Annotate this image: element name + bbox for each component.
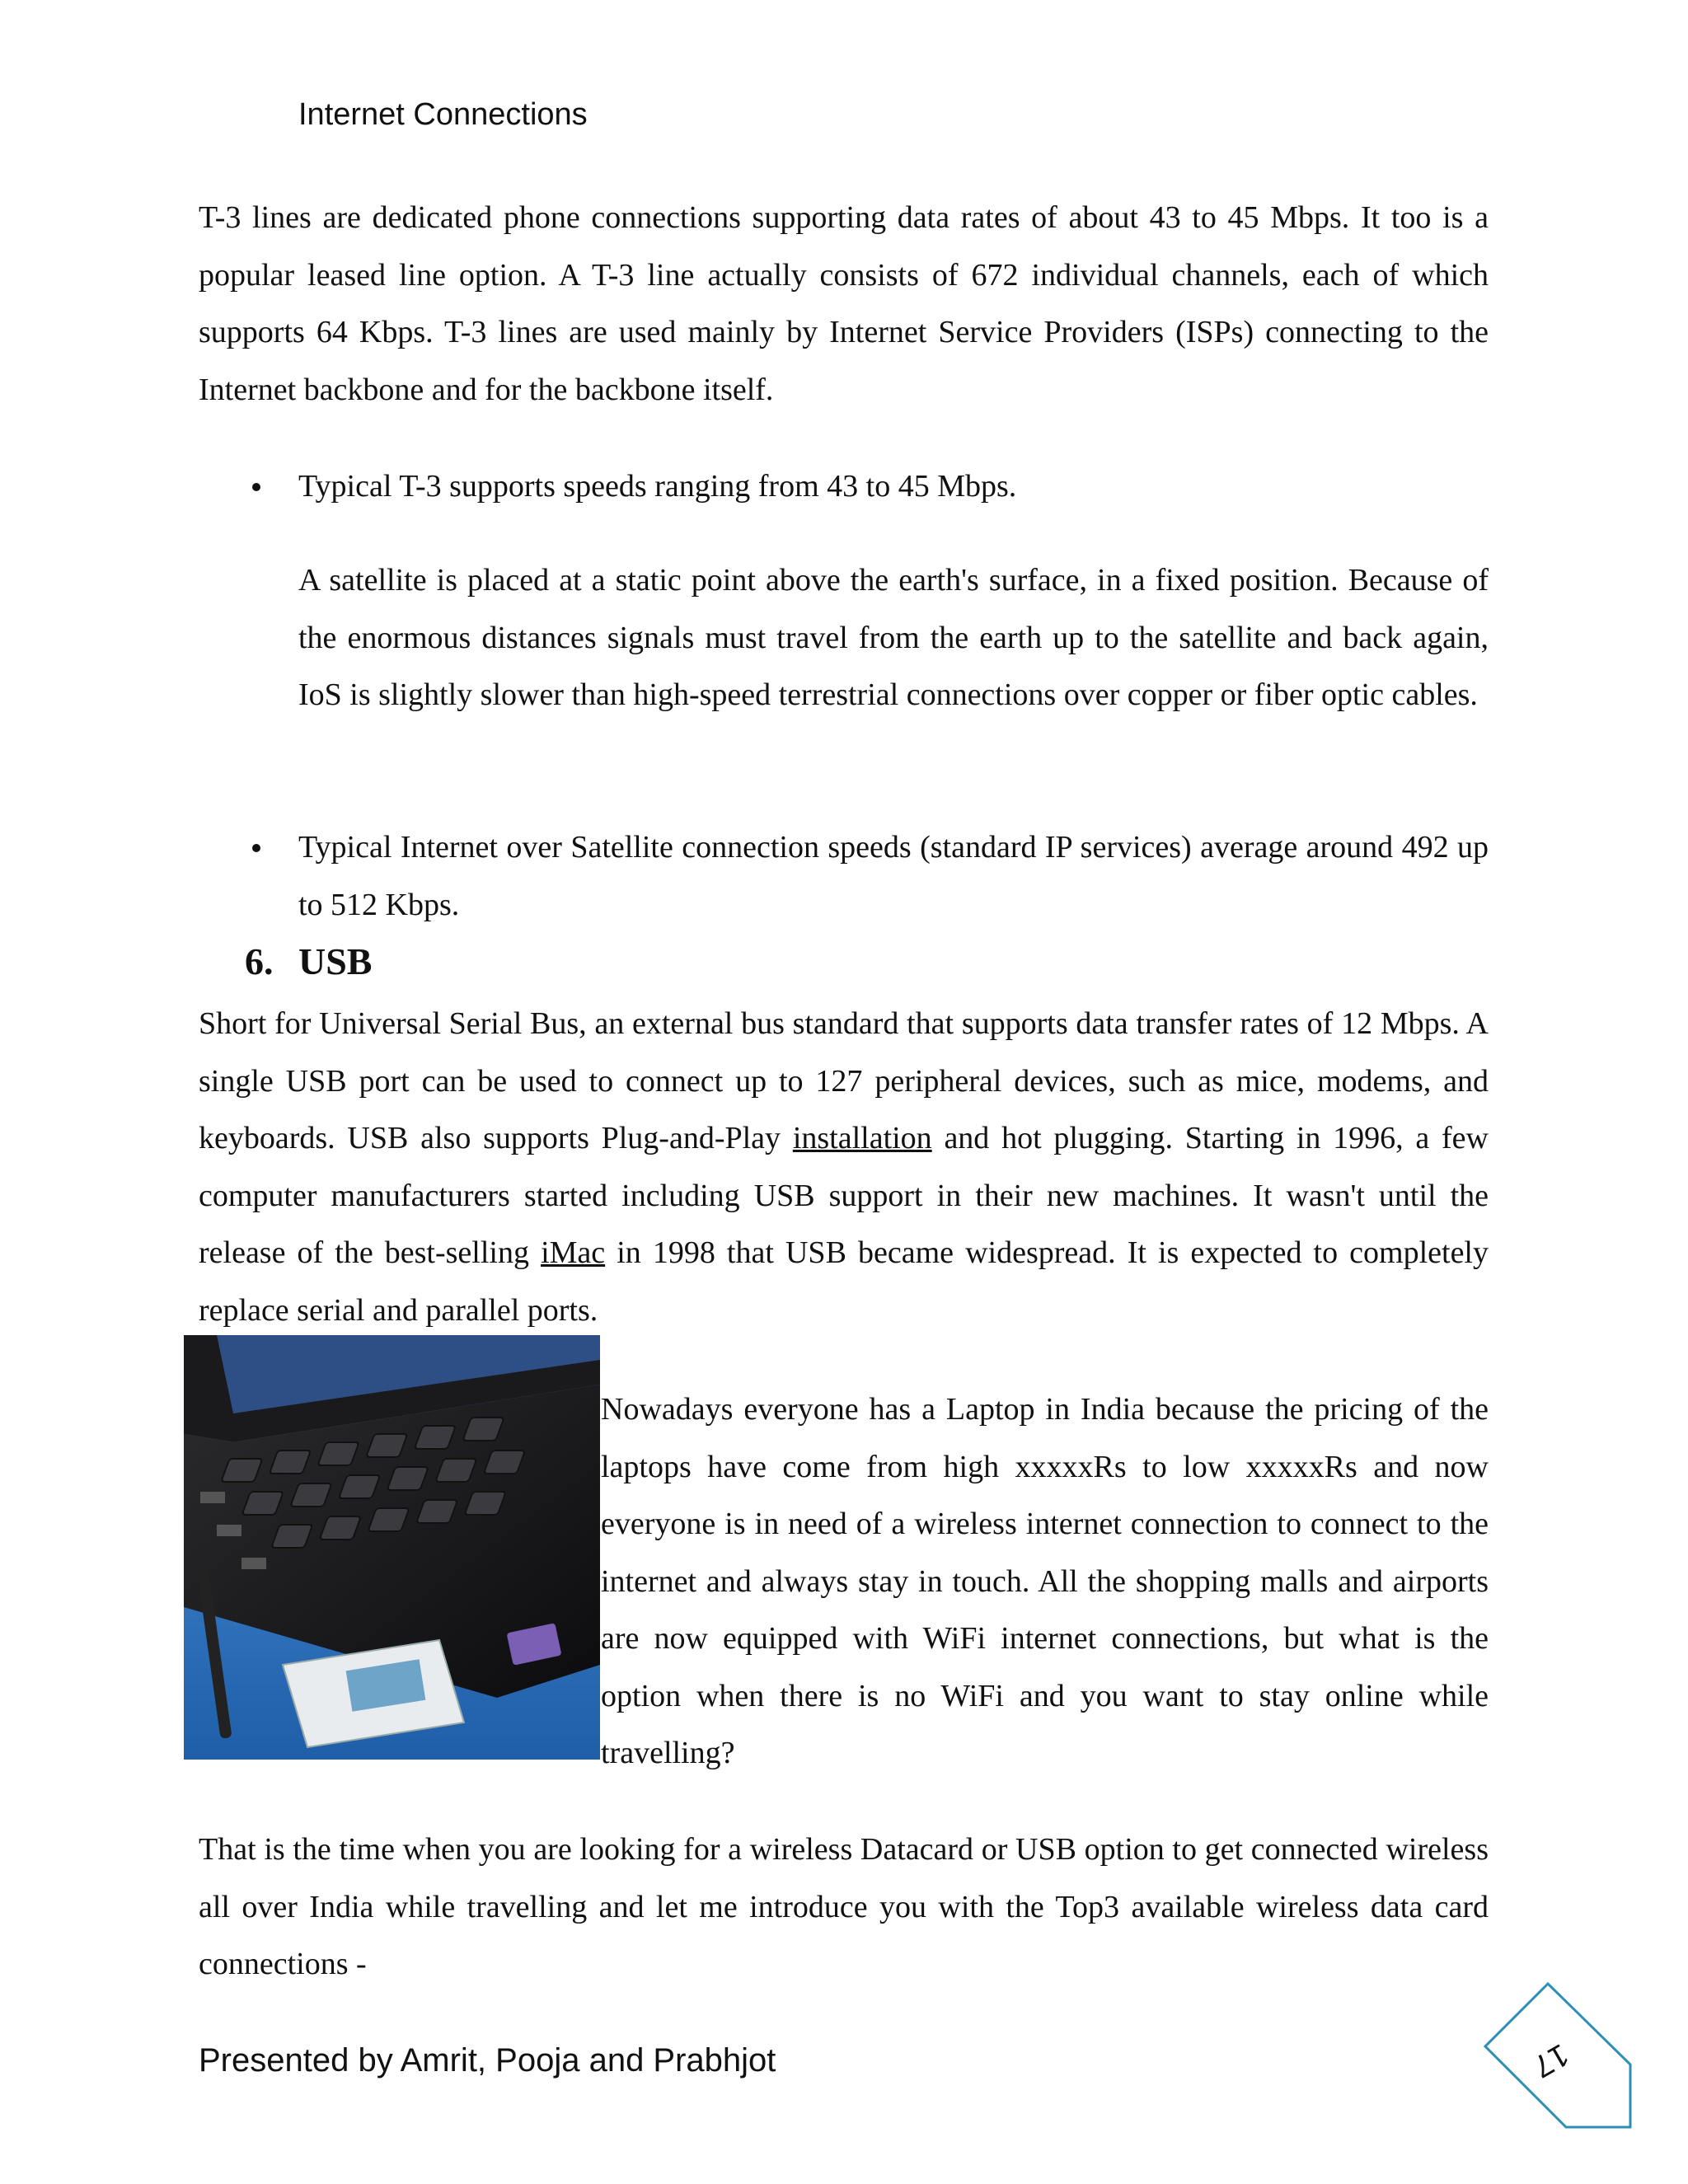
laptop-illustration (184, 1335, 600, 1760)
section-number: 6. (245, 940, 274, 982)
closing-paragraph: That is the time when you are looking for a wireless Datacard or USB option to get connected wireless all over India while travelling and let me introduce you with the Top3 available wireless data card connections - (199, 1832, 1489, 1981)
satellite-paragraph: A satellite is placed at a static point above the earth's surface, in a fixed position. Because of the enormous distances signals must travel from the earth up to the satellite and back again, IoS is slightly slower than high-speed terrestrial connections over copper or fiber optic cables. (298, 563, 1489, 712)
footer-presenters: Presented by Amrit, Pooja and Prabhjot (199, 2042, 776, 2079)
satellite-bullet: Typical Internet over Satellite connection speeds (standard IP services) average around 492 up to 512 Kbps. (298, 830, 1489, 922)
bullet-marker (248, 458, 265, 516)
page-number: 17 (1526, 2036, 1575, 2084)
usb-text-3: in 1998 that USB became widespread. It is expected to completely replace serial and parallel ports. (199, 1235, 1489, 1328)
usb-text-1: Short for Universal Serial Bus, an external bus standard that supports data transfer rates of 12 Mbps. A single USB port can be used to connect up to 127 peripheral devices, such as mice, modems, and keyboards. USB also supports Plug-and-Play (199, 1006, 1489, 1155)
usb-paragraph (199, 996, 1489, 1339)
t3-paragraph: T-3 lines are dedicated phone connections supporting data rates of about 43 to 45 Mbps. It too is a popular leased line option. A T-3 line actually consists of 672 individual channels, each of which supports 64 Kbps. T-3 lines are used mainly by Internet Service Providers (ISPs) connecting to the Internet backbone and for the backbone itself. (199, 200, 1489, 407)
running-header: Internet Connections (298, 97, 588, 132)
section-title: USB (298, 940, 373, 982)
usb-text-2: and hot plugging. Starting in 1996, a few computer manufacturers started including USB support in their new machines. It wasn't until the release of the best-selling (199, 1121, 1489, 1270)
laptop-paragraph: Nowadays everyone has a Laptop in India because the pricing of the laptops have come from high xxxxxRs to low xxxxxRs and now everyone is in need of a wireless internet connection to connect to the internet and always stay in touch. All the shopping malls and airports are now equipped with WiFi internet connections, but what is the option when there is no WiFi and you want to stay online while travelling? (601, 1392, 1489, 1770)
section-heading-usb (245, 940, 372, 983)
imac-link[interactable]: iMac (541, 1235, 606, 1270)
t3-bullet: Typical T-3 supports speeds ranging from 43 to 45 Mbps. (298, 469, 1017, 504)
installation-link[interactable]: installation (792, 1121, 932, 1155)
bullet-marker (248, 819, 265, 877)
laptop-datacard-image (184, 1335, 600, 1760)
